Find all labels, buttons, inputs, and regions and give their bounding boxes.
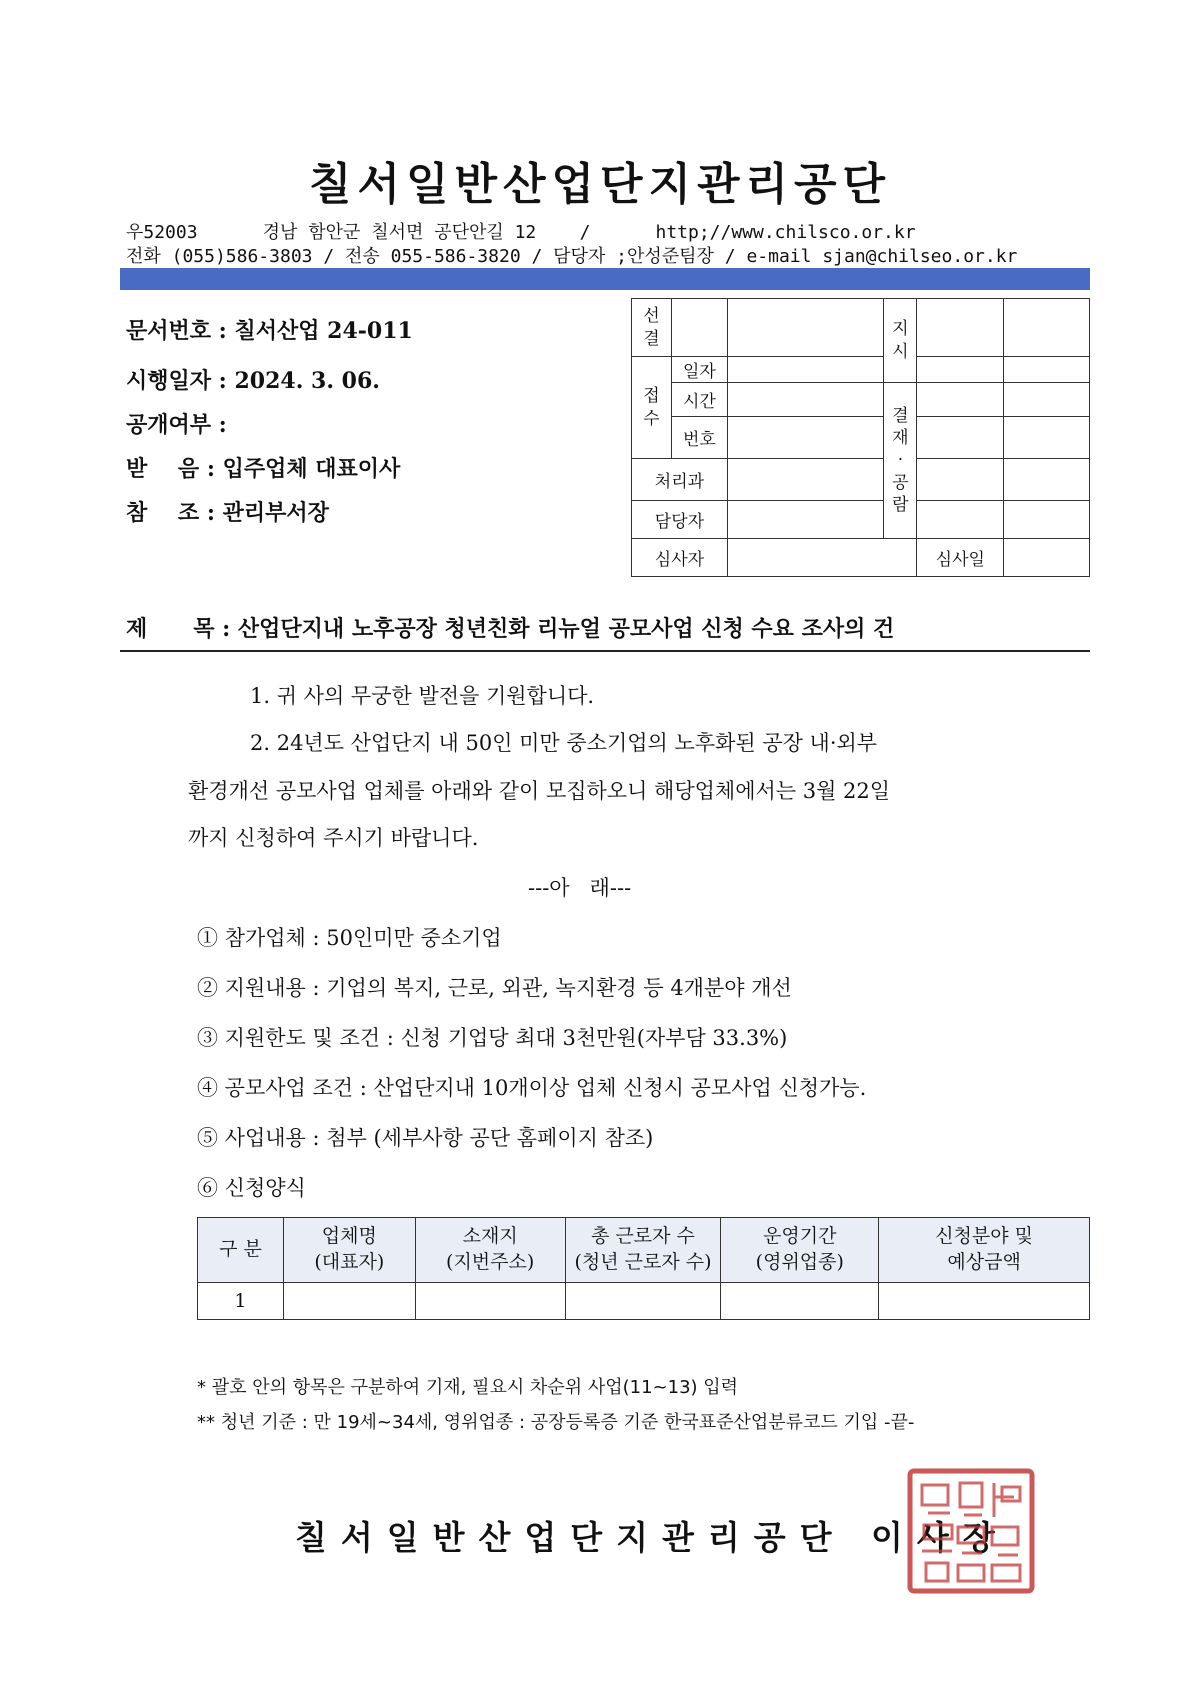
form-header-workers: 총 근로자 수 (청년 근로자 수)	[565, 1218, 721, 1283]
item-2: ② 지원내용 : 기업의 복지, 근로, 외관, 녹지환경 등 4개분야 개선	[197, 976, 792, 1000]
meta-disclosure: 공개여부 :	[126, 412, 235, 438]
official-seal-stamp	[906, 1467, 1036, 1595]
below-heading: ---아 래---	[528, 876, 632, 900]
header-blue-bar	[120, 268, 1090, 290]
item-3: ③ 지원한도 및 조건 : 신청 기업당 최대 3천만원(자부담 33.3%)	[197, 1026, 788, 1050]
form-header-period: 운영기간 (영위업종)	[721, 1218, 879, 1283]
approval-ilja: 일자	[671, 357, 727, 383]
organization-title: 칠서일반산업단지관리공단	[308, 159, 892, 210]
approval-sigan: 시간	[671, 383, 727, 417]
subject-underline	[120, 650, 1090, 652]
body-paragraph-1: 1. 귀 사의 무궁한 발전을 기원합니다.	[250, 684, 595, 708]
application-form-table	[197, 1217, 1090, 1320]
meta-doc-number: 문서번호 : 칠서산업 24-011	[126, 318, 413, 344]
approval-damdangja: 담당자	[632, 501, 728, 539]
subject-line: 제 목 : 산업단지내 노후공장 청년친화 리뉴얼 공모사업 신청 수요 조사의 건	[126, 616, 895, 642]
approval-simsail: 심사일	[917, 539, 1004, 577]
approval-seongyeol: 선 결	[632, 299, 672, 357]
form-header-category: 구 분	[198, 1218, 284, 1283]
item-1: ① 참가업체 : 50인미만 중소기업	[197, 926, 502, 950]
approval-box	[631, 298, 1090, 577]
issuer-signature: 칠서일반산업단지관리공단 이사장	[295, 1518, 1009, 1557]
body-paragraph-2-line-3: 까지 신청하여 주시기 바랍니다.	[188, 826, 479, 850]
body-paragraph-2-line-2: 환경개선 공모사업 업체를 아래와 같이 모집하오니 해당업체에서는 3월 22일	[188, 779, 891, 803]
meta-recipient: 받 음 : 입주업체 대표이사	[126, 456, 401, 482]
approval-beonho: 번호	[671, 417, 727, 459]
item-5: ⑤ 사업내용 : 첨부 (세부사항 공단 홈페이지 참조)	[197, 1126, 654, 1150]
approval-simsaja: 심사자	[632, 539, 728, 577]
form-header-company: 업체명 (대표자)	[283, 1218, 415, 1283]
item-6: ⑥ 신청양식	[197, 1176, 306, 1200]
meta-issue-date: 시행일자 : 2024. 3. 06.	[126, 368, 380, 394]
approval-gyeoljae: 결 재 · 공 람	[884, 383, 917, 539]
meta-reference: 참 조 : 관리부서장	[126, 500, 329, 526]
form-header-location: 소재지 (지번주소)	[415, 1218, 565, 1283]
note-2: ** 청년 기준 : 만 19세~34세, 영위업종 : 공장등록증 기준 한국표준산업분류코드 기입 -끝-	[197, 1412, 915, 1433]
table-row	[198, 1283, 1090, 1320]
approval-cheorigwa: 처리과	[632, 459, 728, 501]
body-paragraph-2-line-1: 2. 24년도 산업단지 내 50인 미만 중소기업의 노후화된 공장 내·외부	[250, 731, 878, 755]
form-row-number: 1	[198, 1283, 284, 1320]
form-header-field: 신청분야 및 예상금액	[879, 1218, 1090, 1283]
item-4: ④ 공모사업 조건 : 산업단지내 10개이상 업체 신청시 공모사업 신청가능.	[197, 1076, 867, 1100]
approval-jeopsu: 접 수	[632, 357, 672, 459]
header-contact-line: 전화 (055)586-3803 / 전송 055-586-3820 / 담당자 ;안성준팀장 / e-mail sjan@chilseo.or.kr	[126, 246, 1018, 267]
approval-jisi: 지 시	[884, 299, 917, 383]
note-1: * 괄호 안의 항목은 구분하여 기재, 필요시 차순위 사업(11~13) 입력	[197, 1377, 739, 1398]
header-address-line: 우52003 경남 함안군 칠서면 공단안길 12 / http;//www.chilsco.or.kr	[126, 222, 916, 243]
